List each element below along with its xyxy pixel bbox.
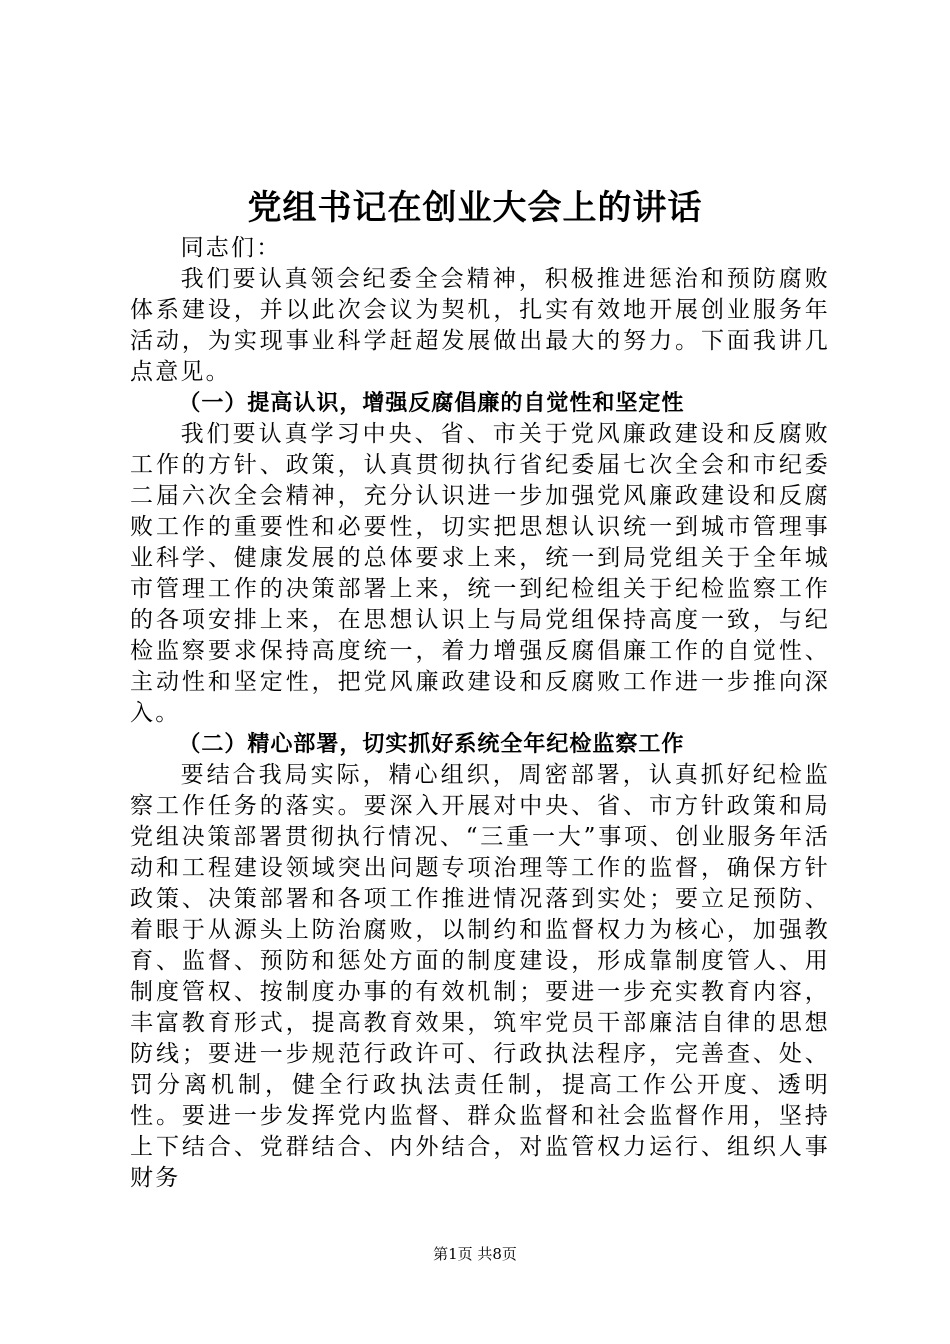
body-paragraph: 要结合我局实际，精心组织，周密部署，认真抓好纪检监察工作任务的落实。要深入开展对中央、省、市方针政策和局党组决策部署贯彻执行情况、“三重一大”事项、创业服务年活动和工程建设领域突出问题专项治理等工作的监督，确保方针政策、决策部署和各项工作推进情况落到实处；要立足预防、着眼于从源头上防治腐败，以制约和监督权力为核心，加强教育、监督、预防和惩处方面的制度建设，形成靠制度管人、用制度管权、按制度办事的有效机制；要进一步充实教育内容，丰富教育形式，提高教育效果，筑牢党员干部廉洁自律的思想防线；要进一步规范行政许可、行政执法程序，完善查、处、罚分离机制，健全行政执法责任制，提高工作公开度、透明性。要进一步发挥党内监督、群众监督和社会监督作用，坚持上下结合、党群结合、内外结合，对监管权力运行、组织人事财务 [130, 762, 830, 1191]
body-paragraph: 我们要认真领会纪委全会精神，积极推进惩治和预防腐败体系建设，并以此次会议为契机，扎实有效地开展创业服务年活动，为实现事业科学赶超发展做出最大的努力。下面我讲几点意见。 [130, 266, 830, 385]
document-body [130, 233, 830, 1194]
page-number-footer: 第1页 共8页 [433, 1245, 517, 1263]
body-paragraph: 我们要认真学习中央、省、市关于党风廉政建设和反腐败工作的方针、政策，认真贯彻执行省纪委届七次全会和市纪委二届六次全会精神，充分认识进一步加强党风廉政建设和反腐败工作的重要性和必要性，切实把思想认识统一到城市管理事业科学、健康发展的总体要求上来，统一到局党组关于全年城市管理工作的决策部署上来，统一到纪检组关于纪检监察工作的各项安排上来，在思想认识上与局党组保持高度一致，与纪检监察要求保持高度统一，着力增强反腐倡廉工作的自觉性、主动性和坚定性，把党风廉政建设和反腐败工作进一步推向深入。 [130, 421, 830, 726]
greeting: 同志们： [180, 235, 282, 261]
document-title: 党组书记在创业大会上的讲话 [247, 188, 703, 228]
section-heading: （二）精心部署，切实抓好系统全年纪检监察工作 [178, 732, 685, 757]
section-heading: （一）提高认识，增强反腐倡廉的自觉性和坚定性 [178, 391, 685, 416]
